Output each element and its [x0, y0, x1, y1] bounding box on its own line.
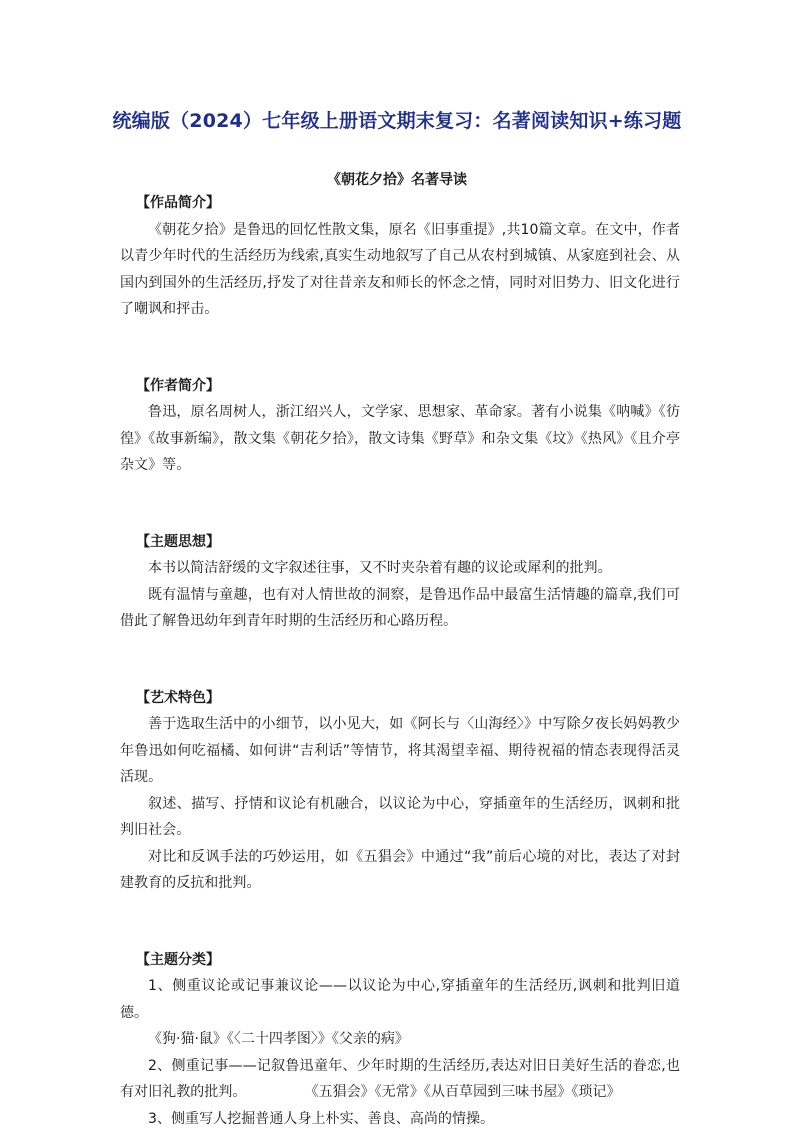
- classification-works: 《狗·猫·鼠》《〈二十四孝图〉》《父亲的病》: [120, 1026, 680, 1053]
- section-heading: 【作品简介】: [120, 190, 680, 217]
- paragraph: 对比和反讽手法的巧妙运用，如《五猖会》中通过“我”前后心境的对比，表达了对封建教育的反抗和批判。: [120, 844, 680, 897]
- classification-item-text: 2、侧重记事——记叙鲁迅童年、少年时期的生活经历,表达对旧日美好生活的眷恋,也有对旧礼教的批判。: [120, 1058, 680, 1101]
- section-art: [120, 685, 680, 897]
- guide-title: 《朝花夕拾》名著导读: [0, 169, 794, 189]
- classification-item: [120, 1053, 680, 1106]
- classification-item: 3、侧重写人挖掘普通人身上朴实、善良、高尚的情操。: [120, 1106, 680, 1132]
- document-title: 统编版（2024）七年级上册语文期末复习：名著阅读知识+练习题: [0, 106, 794, 133]
- section-gap: [120, 635, 680, 685]
- paragraph: 本书以简洁舒缓的文字叙述往事，又不时夹杂着有趣的议论或犀利的批判。: [120, 555, 680, 582]
- paragraph: 叙述、描写、抒情和议论有机融合，以议论为中心，穿插童年的生活经历，讽刺和批判旧社会。: [120, 791, 680, 844]
- section-heading: 【主题思想】: [120, 529, 680, 556]
- document-body: [120, 190, 680, 1132]
- section-heading: 【主题分类】: [120, 947, 680, 974]
- section-classification: [120, 947, 680, 1132]
- classification-works: 《五猖会》《无常》《从百草园到三味书屋》《琐记》: [276, 1079, 620, 1106]
- section-theme: [120, 529, 680, 635]
- section-intro: [120, 190, 680, 323]
- paragraph: 鲁迅，原名周树人，浙江绍兴人，文学家、思想家、革命家。著有小说集《呐喊》《彷徨》《故事新编》，散文集《朝花夕拾》，散文诗集《野草》和杂文集《坟》《热风》《且介亭杂文》等。: [120, 399, 680, 479]
- section-author: [120, 373, 680, 479]
- section-heading: 【作者简介】: [120, 373, 680, 400]
- section-gap: [120, 323, 680, 373]
- classification-item: 1、侧重议论或记事兼议论——以议论为中心,穿插童年的生活经历,讽刺和批判旧道德。: [120, 973, 680, 1026]
- paragraph: 《朝花夕拾》是鲁迅的回忆性散文集，原名《旧事重提》,共10篇文章。在文中，作者以青少年时代的生活经历为线索,真实生动地叙写了自己从农村到城镇、从家庭到社会、从国内到国外的生活经历,抒发了对往昔亲友和师长的怀念之情，同时对旧势力、旧文化进行了嘲讽和抨击。: [120, 217, 680, 323]
- section-heading: 【艺术特色】: [120, 685, 680, 712]
- paragraph: 既有温情与童趣，也有对人情世故的洞察，是鲁迅作品中最富生活情趣的篇章,我们可借此了解鲁迅幼年到青年时期的生活经历和心路历程。: [120, 582, 680, 635]
- paragraph: 善于选取生活中的小细节，以小见大，如《阿长与〈山海经〉》中写除夕夜长妈妈教少年鲁迅如何吃福橘、如何讲“吉利话”等情节，将其渴望幸福、期待祝福的情态表现得活灵活现。: [120, 711, 680, 791]
- section-gap: [120, 479, 680, 529]
- section-gap: [120, 897, 680, 947]
